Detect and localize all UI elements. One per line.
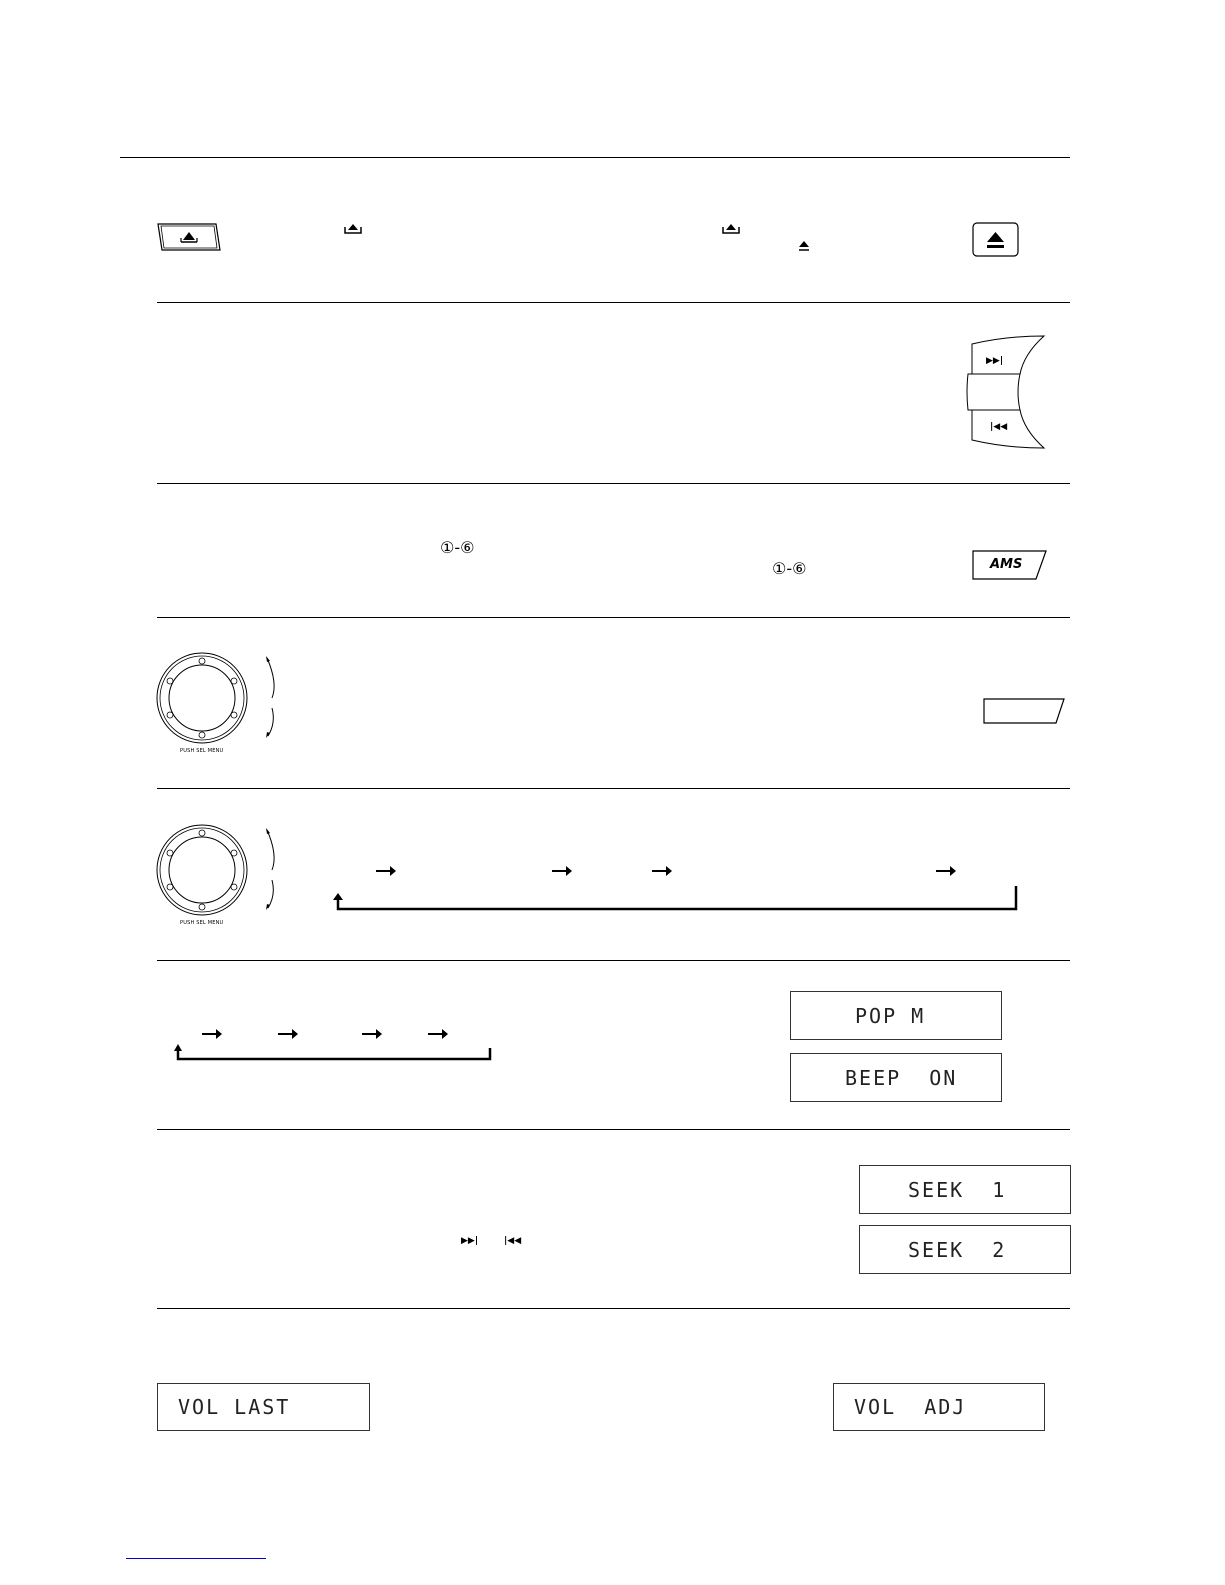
lcd-display-vol-adj [833, 1383, 1045, 1431]
lcd-text: SEEK 2 [908, 1237, 1007, 1262]
previous-track-icon[interactable]: |◀◀ [990, 422, 1008, 432]
right-arrow-icon [376, 866, 396, 876]
top-rule [120, 157, 1070, 158]
right-arrow-icon [362, 1029, 382, 1039]
lcd-display-vol-last [157, 1383, 370, 1431]
lcd-text: BEEP ON [845, 1065, 958, 1090]
next-track-icon: ▶▶| [461, 1236, 479, 1246]
right-arrow-icon [428, 1029, 448, 1039]
beep-cycle-diagram [168, 1024, 498, 1064]
knob-caption: PUSH SEL MENU [180, 748, 224, 754]
section-divider [157, 788, 1070, 789]
right-arrow-icon [278, 1029, 298, 1039]
eject-icon [796, 238, 812, 252]
blank-button[interactable] [980, 696, 1066, 726]
preset-range-text: ①-⑥ [440, 538, 475, 557]
right-arrow-icon [936, 866, 956, 876]
next-track-icon[interactable]: ▶▶| [986, 356, 1004, 366]
footnote-rule [126, 1558, 266, 1559]
lcd-text: POP M [855, 1003, 926, 1028]
preset-range-text: ①-⑥ [772, 559, 807, 578]
knob-caption: PUSH SEL MENU [180, 920, 224, 926]
lcd-text: VOL ADJ [854, 1395, 967, 1419]
section-divider [157, 483, 1070, 484]
menu-cycle-diagram [330, 860, 1030, 920]
volume-knob-icon[interactable] [150, 820, 290, 930]
lcd-display-pop [790, 991, 1002, 1040]
section-divider [157, 1129, 1070, 1130]
lcd-display-seek-1 [859, 1165, 1071, 1214]
volume-knob-icon[interactable] [150, 648, 290, 758]
section-divider [157, 617, 1070, 618]
ams-button[interactable] [970, 548, 1048, 582]
lcd-display-beep [790, 1053, 1002, 1102]
lcd-display-seek-2 [859, 1225, 1071, 1274]
eject-icon [343, 220, 363, 234]
lcd-text: SEEK 1 [908, 1177, 1007, 1202]
section-divider [157, 1308, 1070, 1309]
right-arrow-icon [202, 1029, 222, 1039]
section-divider [157, 960, 1070, 961]
section-divider [157, 302, 1070, 303]
eject-panel-button[interactable] [156, 222, 222, 252]
right-arrow-icon [552, 866, 572, 876]
previous-track-icon: |◀◀ [504, 1236, 522, 1246]
seek-button-cluster [966, 334, 1046, 450]
eject-square-button[interactable] [972, 222, 1019, 257]
lcd-text: VOL LAST [178, 1395, 291, 1419]
ams-label: AMS [990, 557, 1023, 572]
eject-icon [721, 220, 741, 234]
right-arrow-icon [652, 866, 672, 876]
